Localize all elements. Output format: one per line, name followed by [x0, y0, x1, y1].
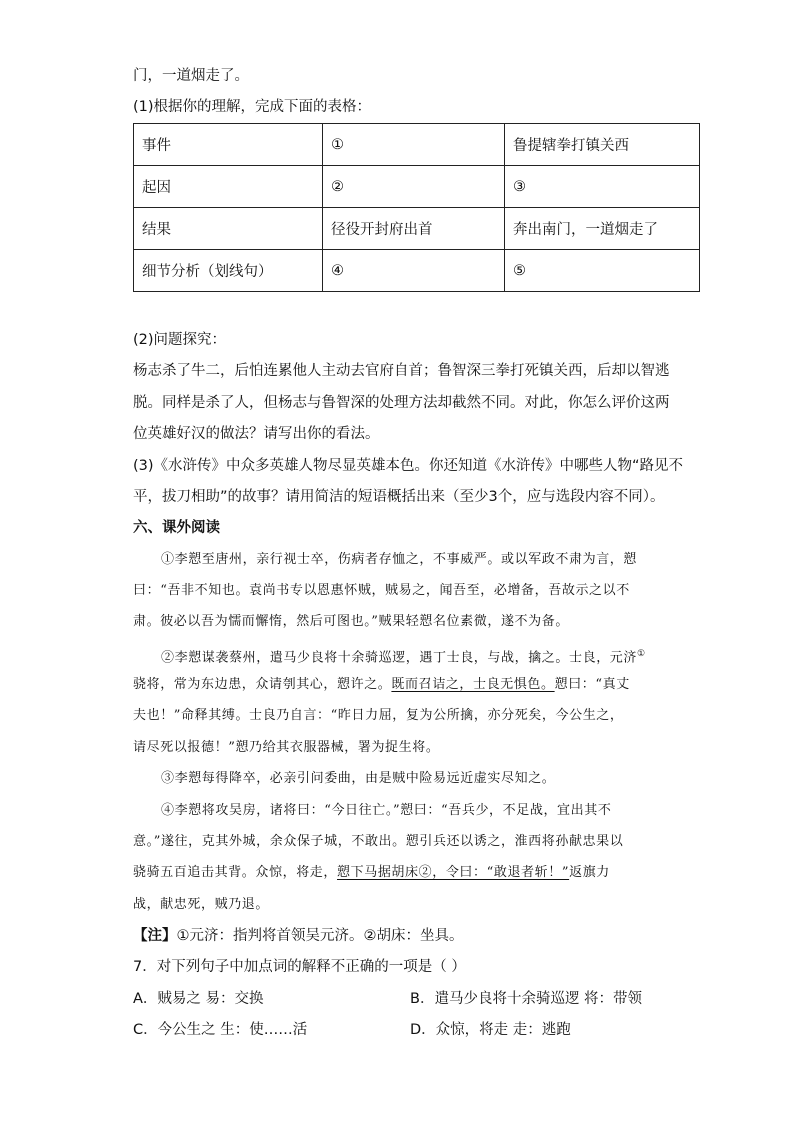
annotation-note — [133, 926, 464, 946]
table-row — [134, 208, 700, 250]
option-a: A．贼易之 易：交换 — [133, 991, 264, 1007]
option-d: D．众惊，将走 走：逃跑 — [410, 1022, 571, 1038]
passage-text: 愬曰：“真丈 — [554, 677, 630, 692]
section-heading: 六、课外阅读 — [133, 520, 220, 536]
underlined-sentence: 既而召诘之，士良无惧色。 — [391, 677, 555, 692]
analysis-table — [133, 123, 700, 292]
question-3-text: (3)《水浒传》中众多英雄人物尽显英雄本色。你还知道《水浒传》中哪些人物“路见不 — [133, 458, 684, 474]
passage-text: 返旗力 — [569, 865, 610, 880]
question-1-prompt: (1)根据你的理解，完成下面的表格： — [133, 99, 372, 115]
table-cell: 结果 — [134, 208, 323, 250]
passage-line — [161, 644, 646, 668]
passage-line: 战，献忠死，贼乃退。 — [133, 897, 270, 912]
question-2-text: 脱。同样是杀了人，但杨志与鲁智深的处理方法却截然不同。对此，你怎么评价这两 — [133, 395, 670, 411]
passage-text: ②李愬谋袭蔡州，遣马少良将十余骑巡逻，遇丁士良，与战，擒之。士良，元济 — [161, 650, 638, 666]
table-cell: 细节分析（划线句） — [134, 250, 323, 292]
passage-text: 骁将，常为东边患，众请刳其心，愬许之。 — [133, 677, 392, 692]
passage-line: 请尽死以报德！”愬乃给其衣服器械，署为捉生将。 — [133, 740, 440, 755]
option-c: C．今公生之 生：使……活 — [133, 1022, 308, 1038]
table-cell: ③ — [505, 166, 700, 208]
passage-line: 肃。彼必以吾为懦而懈惰，然后可图也。”贼果轻愬名位素微，遂不为备。 — [133, 614, 569, 629]
option-b: B．遣马少良将十余骑巡逻 将：带领 — [410, 991, 643, 1007]
table-cell: 奔出南门，一道烟走了 — [505, 208, 700, 250]
passage-line: 意。”遂往，克其外城，余众保子城，不敢出。愬引兵还以诱之，淮西将孙献忠果以 — [133, 834, 624, 849]
question-3-text: 平，拔刀相助”的故事？请用简洁的短语概括出来（至少3个，应与选段内容不同）。 — [133, 489, 665, 505]
passage-line: ③李愬每得降卒，必亲引问委曲，由是贼中险易远近虚实尽知之。 — [161, 771, 556, 786]
continued-text-line: 门，一道烟走了。 — [133, 68, 249, 84]
passage-line: 曰：“吾非不知也。袁尚书专以恩惠怀贼，贼易之，闻吾至，必增备，吾故示之以不 — [133, 583, 630, 598]
question-7-stem: 7．对下列句子中加点词的解释不正确的一项是（ ） — [133, 959, 466, 975]
passage-line: ①李愬至唐州，亲行视士卒，伤病者存恤之，不事威严。或以军政不肃为言，愬 — [161, 552, 638, 567]
question-2-text: 杨志杀了牛二，后怕连累他人主动去官府自首；鲁智深三拳打死镇关西，后却以智逃 — [133, 363, 670, 379]
question-2-text: 位英雄好汉的做法？请写出你的看法。 — [133, 426, 380, 442]
table-cell: ② — [323, 166, 505, 208]
table-cell: 事件 — [134, 124, 323, 166]
table-cell: ④ — [323, 250, 505, 292]
note-text: ①元济：指判将首领吴元济。②胡床：坐具。 — [176, 928, 464, 944]
table-row — [134, 250, 700, 292]
passage-line — [133, 675, 630, 695]
underlined-sentence: 愬下马据胡床②，令曰：“敢退者斩！” — [337, 865, 570, 880]
table-cell: 鲁提辖拳打镇关西 — [505, 124, 700, 166]
table-cell: 径役开封府出首 — [323, 208, 505, 250]
table-cell: ① — [323, 124, 505, 166]
table-row — [134, 124, 700, 166]
footnote-marker: ① — [637, 649, 646, 659]
passage-line — [133, 863, 610, 883]
table-cell: ⑤ — [505, 250, 700, 292]
passage-line: 夫也！”命释其缚。士良乃自言：“昨日力屈，复为公所擒，亦分死矣，今公生之， — [133, 708, 624, 723]
question-2-title: (2)问题探究： — [133, 332, 227, 348]
table-cell: 起因 — [134, 166, 323, 208]
passage-line: ④李愬将攻吴房，诸将曰：“今日往亡。”愬曰：“吾兵少，不足战，宜出其不 — [161, 803, 612, 818]
table-row — [134, 166, 700, 208]
passage-text: 骁骑五百追击其背。众惊，将走， — [133, 865, 338, 880]
note-label: 【注】 — [133, 928, 177, 944]
